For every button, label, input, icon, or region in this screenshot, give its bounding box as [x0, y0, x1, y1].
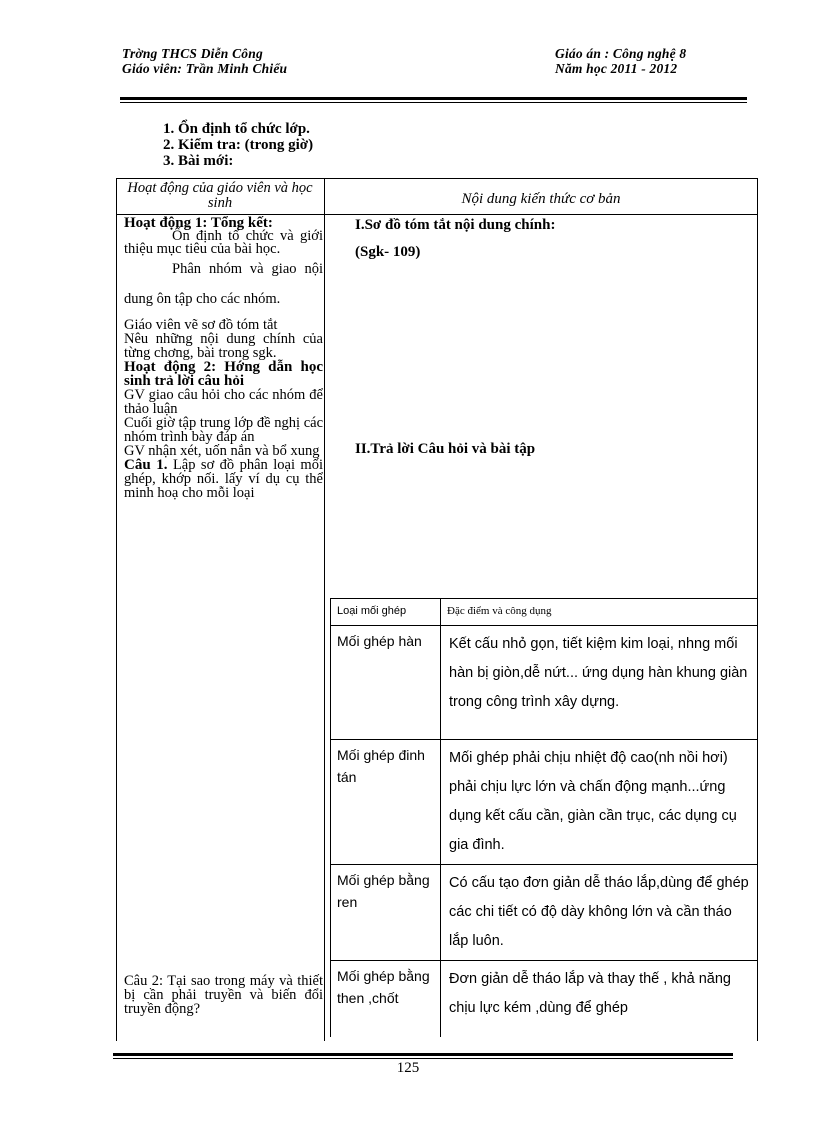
joint-header-desc: Đặc điểm và công dụng	[441, 599, 758, 626]
column-divider	[324, 178, 325, 1041]
activity-2-review: GV nhận xét, uốn nắn và bổ xung	[124, 443, 320, 459]
joint-description: Mối ghép phải chịu nhiệt độ cao(nh nồi hơi) phải chịu lực lớn và chấn động mạnh...ứng dụng kết cấu cần, giàn cần trục, các dụng cụ gia đình.	[441, 740, 758, 865]
school-year: Năm học 2011 - 2012	[555, 61, 678, 76]
footer-rule-thin	[113, 1058, 733, 1059]
activity-2-present: Cuối giờ tập trung lớp đề nghị các nhóm trình bày đáp án	[124, 415, 323, 445]
table-row	[331, 961, 758, 1038]
activity-1-summary: Nêu những nội dung chính của từng chơng, bài trong sgk.	[124, 331, 323, 361]
activity-1-diagram: Giáo viên vẽ sơ đồ tóm tắt	[124, 317, 278, 333]
column-header-activities: Hoạt động của giáo viên và học sinh	[127, 180, 313, 211]
joint-description: Có cấu tạo đơn giản dễ tháo lắp,dùng để ghép các chi tiết có độ dày không lớn và cần tháo lắp luôn.	[441, 865, 758, 961]
document-title: Giáo án : Công nghệ 8	[555, 46, 687, 61]
joint-table-header	[331, 599, 758, 626]
joint-type: Mối ghép đinh tán	[331, 740, 441, 865]
activity-1-title: Hoạt động 1: Tổng kết:	[124, 215, 273, 231]
question-2: Câu 2: Tại sao trong máy và thiết bị cần phải truyền và biến đổi truyền động?	[124, 973, 323, 1017]
joint-type: Mối ghép bằng ren	[331, 865, 441, 961]
activity-1-intro: Ổn định tổ chức và giới thiệu mục tiêu của bài học.	[124, 228, 323, 257]
teacher-name: Giáo viên: Trần Minh Chiểu	[122, 61, 288, 76]
step-3: 3. Bài mới:	[163, 153, 234, 169]
column-header-content: Nội dung kiến thức cơ bản	[461, 191, 621, 207]
table-row	[331, 626, 758, 740]
joint-types-table	[330, 598, 758, 1037]
step-2: 2. Kiểm tra: (trong giờ)	[163, 137, 314, 153]
table-row	[331, 865, 758, 961]
activity-2-title: Hoạt động 2: Hớng dẫn học sinh trả lời câu hỏi	[124, 359, 323, 389]
joint-type: Mối ghép bằng then ,chốt	[331, 961, 441, 1038]
header-right	[555, 46, 686, 76]
header-rule-thin	[120, 102, 747, 103]
joint-description: Đơn giản dễ tháo lắp và thay thế , khả năng chịu lực kém ,dùng để ghép	[441, 961, 758, 1038]
activity-1-groups: Phân nhóm và giao nội dung ôn tập cho các nhóm.	[124, 261, 323, 307]
question-1-text: Lập sơ đồ phân loại mối ghép, khớp nối. lấy ví dụ cụ thể minh hoạ cho mỗi loại	[124, 457, 323, 501]
activity-2-assign: GV giao câu hỏi cho các nhóm để thảo luận	[124, 387, 323, 417]
joint-header-type: Loại mối ghép	[331, 599, 441, 626]
step-1: 1. Ổn định tổ chức lớp.	[163, 121, 310, 137]
table-row	[331, 740, 758, 865]
school-name: Trờng THCS Diễn Công	[122, 46, 263, 61]
section-1-ref: (Sgk- 109)	[355, 244, 421, 260]
joint-description: Kết cấu nhỏ gọn, tiết kiệm kim loại, nhng mối hàn bị giòn,dễ nứt... ứng dụng hàn khung giàn trong công trình xây dựng.	[441, 626, 758, 740]
lesson-steps	[163, 121, 313, 169]
question-1	[124, 458, 323, 500]
footer-rule-thick	[113, 1053, 733, 1056]
section-1-title: I.Sơ đồ tóm tắt nội dung chính:	[355, 217, 556, 233]
joint-type: Mối ghép hàn	[331, 626, 441, 740]
page-number: 125	[396, 1060, 420, 1076]
activity-1-block	[124, 216, 323, 500]
header-rule-thick	[120, 97, 747, 100]
section-2-title: II.Trả lời Câu hỏi và bài tập	[355, 441, 536, 457]
header-left	[122, 46, 287, 76]
question-1-label: Câu 1.	[124, 457, 168, 473]
